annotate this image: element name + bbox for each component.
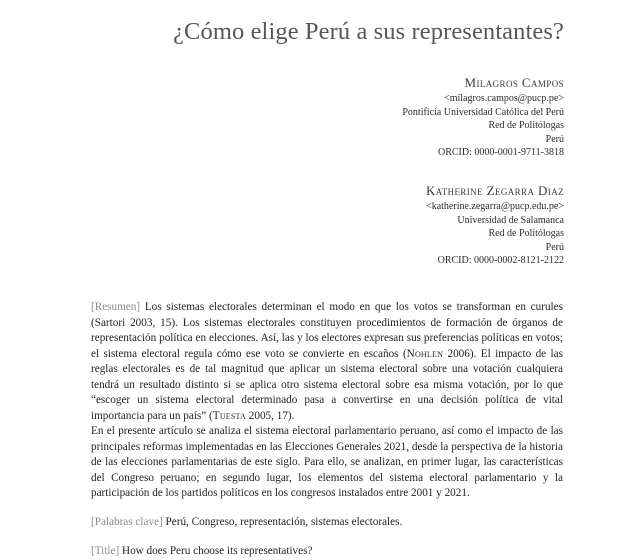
abstract-text: 2006). El impacto de las reglas electorales es de tal magnitud que aplicar un sistema electoral sobre una votación cualquiera tendrá un resultado distinto si se aplica otro sistema electoral sobre esa misma votación, por lo que “escoger un sistema electoral determinado pasa a convertirse en una decisión política de vital importancia para un país” (: [91, 347, 563, 422]
abstract-paragraph-1: [91, 300, 563, 424]
paper-title: ¿Cómo elige Perú a sus representantes?: [173, 18, 564, 45]
author-affiliation: Universidad de Salamanca: [457, 214, 564, 226]
abstract-tag: [Resumen]: [91, 301, 141, 313]
author-country: Perú: [545, 133, 564, 145]
english-title-section: [91, 544, 563, 560]
author-network: Red de Politólogas: [488, 228, 564, 240]
author-orcid: ORCID: 0000-0001-9711-3818: [437, 147, 564, 159]
author-name: Katherine Zegarra Diaz: [425, 183, 564, 198]
keywords-tag: [Palabras clave]: [91, 516, 163, 528]
citation-author: Nohlen: [406, 347, 444, 360]
author-affiliation: Pontificia Universidad Católica del Perú: [402, 106, 564, 118]
keywords-section: [91, 515, 563, 531]
author-orcid: ORCID: 0000-0002-8121-2122: [437, 255, 564, 267]
citation-author: Tuesta: [212, 409, 246, 422]
abstract-paragraph-2: En el presente artículo se analiza el sistema electoral parlamentario peruano, así como el impacto de las principales reformas implementadas en las Elecciones Generales 2021, desde la perspectiva de la historia de las elecciones parlamentarias de este siglo. Para ello, se analizan, en primer lugar, las características del Congreso peruano; en segundo lugar, los elementos del sistema electoral parlamentario y la participación de los partidos políticos en los congresos instalados entre 2001 y 2021.: [91, 425, 563, 499]
english-title-tag: [Title]: [91, 545, 120, 557]
keywords-text: Perú, Congreso, representación, sistemas electorales.: [162, 516, 403, 528]
author-block-1: [402, 75, 564, 160]
author-name: Milagros Campos: [464, 75, 564, 90]
abstract-section: [91, 300, 563, 502]
abstract-text: 2005, 17).: [245, 409, 295, 422]
author-email[interactable]: <milagros.campos@pucp.pe>: [444, 93, 564, 104]
author-network: Red de Politólogas: [488, 120, 564, 132]
abstract-text: Los sistemas electorales determinan el modo en que los votos se transforman en curules (Sartori 2003, 15). Los sistemas electorales constituyen procedimientos de formación de órganos de representación política en elecciones. Así, las y los electores expresan sus preferencias políticas en votos; el sistema electoral regula cómo ese voto se convierte en escaños (: [91, 301, 563, 360]
author-country: Perú: [545, 241, 564, 253]
author-email[interactable]: <katherine.zegarra@pucp.edu.pe>: [426, 201, 564, 212]
english-title-text: How does Peru choose its representatives?: [119, 545, 313, 557]
author-block-2: [426, 183, 564, 268]
